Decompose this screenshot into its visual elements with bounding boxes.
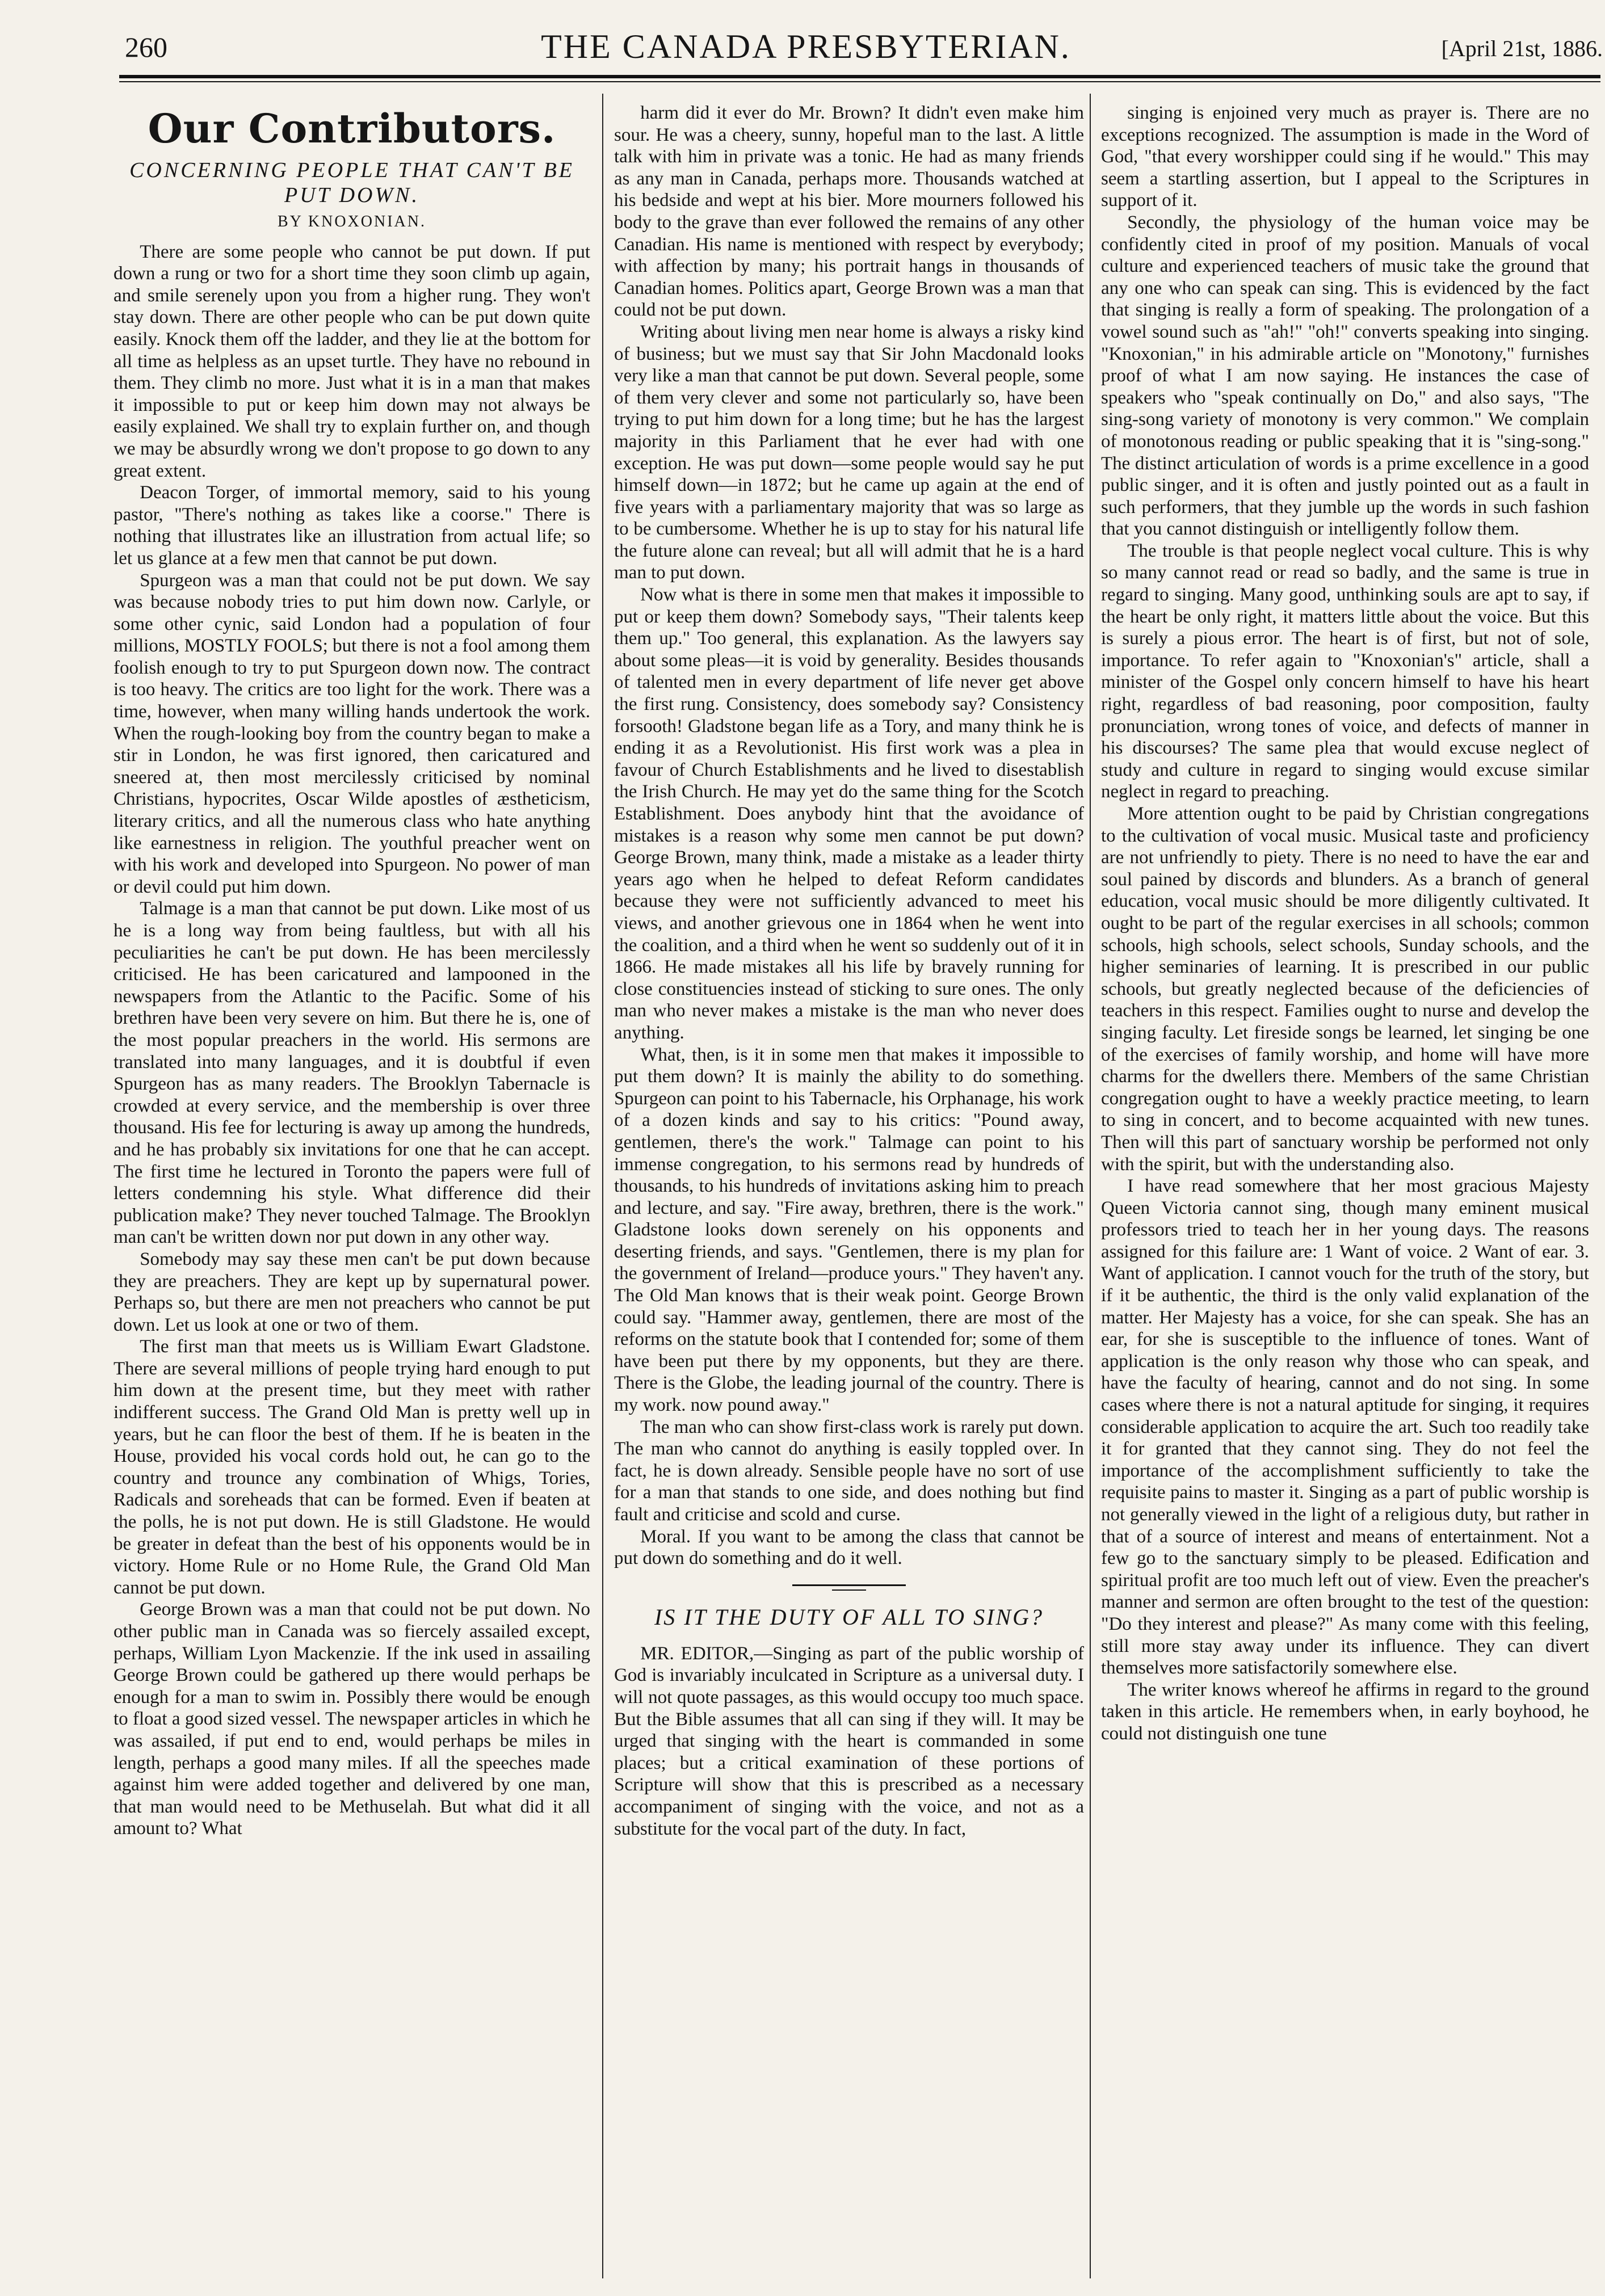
paragraph: There are some people who cannot be put down. If put down a rung or two for a short time they soon climb up again, and smile serenely upon you from a higher rung. They won't stay down. There are other people who can be put down quite easily. Knock them off the ladder, and they lie at the bottom for all time as helpless as an upset turtle. They have no rebound in them. They climb no more. Just what it is in a man that makes it impossible to put or keep him down may not always be easily explained. We shall try to explain further on, and though we may be absurdly wrong we don't propose to go down to any great extent. [114, 241, 590, 481]
masthead-title: THE CANADA PRESBYTERIAN. [541, 28, 1071, 65]
column-divider [602, 94, 603, 2278]
paragraph: Moral. If you want to be among the class that cannot be put down do something and do it well. [614, 1526, 1084, 1569]
paragraph: Talmage is a man that cannot be put down. Like most of us he is a long way from being faultless, but with all his peculiarities he can't be put down. He has been mercilessly criticised. He has been caricatured and lampooned in the newspapers from the Atlantic to the Pacific. Some of his brethren have been very severe on him. But there he is, one of the most popular preachers in the world. His sermons are translated into many languages, and it is doubtful if even Spurgeon has as many readers. The Brooklyn Tabernacle is crowded at every service, and the membership is over three thousand. His fee for lecturing is away up among the hundreds, and he has probably six invitations for one that he can accept. The first time he lectured in Toronto the papers were full of letters condemning his style. What difference did their publication make? They never touched Talmage. The Brooklyn man can't be written down nor put down in any other way. [114, 898, 590, 1248]
article-title: CONCERNING PEOPLE THAT CAN'T BE PUT DOWN. [129, 158, 574, 207]
paragraph: Spurgeon was a man that could not be put down. We say was because nobody tries to put him down now. Carlyle, or some other cynic, said London had a population of four millions, MOSTLY FOOLS; but there is not a fool among them foolish enough to try to put Spurgeon down now. The contract is too heavy. The critics are too light for the work. There was a time, however, when many willing hands undertook the work. When the rough-looking boy from the country began to make a stir in London, he was first ignored, then caricatured and sneered at, then most mercilessly criticised by nominal Christians, hypocrites, Oscar Wilde apostles of æstheticism, literary critics, and all the numerous class who hate anything like earnestness in religion. The youthful preacher went on with his work and developed into Spurgeon. No power of man or devil could put him down. [114, 570, 590, 897]
paragraph: More attention ought to be paid by Christian congregations to the cultivation of vocal music. Musical taste and proficiency are not unfriendly to piety. There is no need to have the ear and soul pained by discords and blunders. As a branch of general education, vocal music should be more diligently cultivated. It ought to be part of the regular exercises in all schools; common schools, high schools, select schools, Sunday schools, and the higher seminaries of learning. It is prescribed in our public schools, but greatly neglected because of the deficiencies of teachers in this respect. Families ought to nurse and develop the singing faculty. Let fireside songs be learned, let singing be one of the exercises of family worship, and home will have more charms for the dwellers there. Members of the same Christian congregation ought to have a weekly practice meeting, to learn to sing in concert, and to become acquainted with new tunes. Then will this part of sanctuary worship be performed not only with the spirit, but with the understanding also. [1101, 804, 1589, 1175]
column-1 [114, 103, 590, 2282]
paragraph: MR. EDITOR,—Singing as part of the public worship of God is invariably inculcated in Scripture as a universal duty. I will not quote passages, as this would occupy too much space. But the Bible assumes that all can sing if they will. It may be urged that singing with the heart is commanded in some places; but a critical examination of these portions of Scripture will show that this is prescribed as a necessary accompaniment of singing with the voice, and not as a substitute for the vocal part of the duty. In fact, [614, 1643, 1084, 1839]
paragraph: What, then, is it in some men that makes it impossible to put them down? It is mainly the ability to do something. Spurgeon can point to his Tabernacle, his Orphanage, his work of a dozen kinds and say to his critics: "Pound away, gentlemen, there's the work." Talmage can point to his immense congregation, to his sermons read by hundreds of thousands, to his hundreds of invitations asking him to preach and lecture, and say. "Fire away, brethren, there is the work." Gladstone looks down serenely on his opponents and deserting friends, and says. "Gentlemen, there is my plan for the government of Ireland—produce yours." They haven't any. The Old Man knows that is their weak point. George Brown could say. "Hammer away, gentlemen, there are most of the reforms on the statute book that I contended for; some of them have been put there by my opponents, but they are there. There is the Globe, the leading journal of the country. There is my work. now pound away." [614, 1044, 1084, 1416]
paragraph: Writing about living men near home is always a risky kind of business; but we must say that Sir John Macdonald looks very like a man that cannot be put down. Several people, some of them very clever and some not particularly so, have been trying to put him down for a long time; but he has the largest majority in this Parliament that he ever had with one exception. He was put down—some people would say he put himself down—in 1872; but he came up again at the end of five years with a parliamentary majority that was so large as to be cumbersome. Whether he is up to stay for his natural life the future alone can reveal; but all will admit that he is a hard man to put down. [614, 321, 1084, 583]
header-rule-thick [119, 75, 1600, 78]
page-number: 260 [125, 31, 167, 63]
paragraph: singing is enjoined very much as prayer is. There are no exceptions recognized. The assumption is made in the Word of God, "that every worshipper could sing if he would." This may seem a startling assertion, but I appeal to the Scriptures in support of it. [1101, 103, 1589, 211]
paragraph: I have read somewhere that her most gracious Majesty Queen Victoria cannot sing, though many eminent musical professors tried to teach her in her young days. The reasons assigned for this failure are: 1 Want of voice. 2 Want of ear. 3. Want of application. I cannot vouch for the truth of the story, but if it be authentic, the third is the only valid explanation of the matter. Her Majesty has a voice, for she can speak. She has an ear, for she is susceptible to the influence of tones. Want of application is the only reason why those who can speak, and have the faculty of hearing, cannot and do not sing. In some cases where there is not a natural aptitude for singing, it requires considerable application to acquire the art. Such too readily take it for granted that they cannot sing. They do not feel the importance of the accomplishment sufficiently to take the requisite pains to master it. Singing as a part of public worship is not generally viewed in the light of a religious duty, but rather in that of a source of interest and means of entertainment. Not a few go to the sanctuary simply to be pleased. Edification and spiritual profit are too much left out of view. Even the preacher's manner and sermon are often brought to the test of the question: "Do they interest and please?" As many come with this feeling, still more stay away under its influence. They can divert themselves more satisfactorily somewhere else. [1101, 1176, 1589, 1679]
column-2 [614, 102, 1084, 2281]
paragraph: George Brown was a man that could not be put down. No other public man in Canada was so fiercely assailed except, perhaps, William Lyon Mackenzie. If the ink used in assailing George Brown could be gathered up there would perhaps be enough for a man to swim in. Possibly there would be enough to float a good sized vessel. The newspaper articles in which he was assailed, if put end to end, would perhaps be miles in length, perhaps a good many miles. If all the speeches made against him were added together and delivered by one man, that man would need to be Methuselah. But what did it all amount to? What [114, 1599, 590, 1839]
issue-date: [April 21st, 1886. [1441, 36, 1603, 61]
article-separator [792, 1584, 906, 1586]
column-3 [1101, 102, 1589, 2281]
page-header [108, 27, 1605, 67]
paragraph: Secondly, the physiology of the human voice may be confidently cited in proof of my position. Manuals of vocal culture and experienced teachers of music take the ground that any one who can speak can sing. This is evidenced by the fact that singing is really a form of speaking. The prolongation of a vowel sound such as "ah!" "oh!" converts speaking into singing. "Knoxonian," in his admirable article on "Monotony," furnishes proof of what I am now saying. He instances the case of speakers who "speak continually on Do," and also says, "The sing-song variety of monotony is very common." We complain of monotonous reading or public speaking that it is "sing-song." The distinct articulation of words is a prime excellence in a good public singer, and it is often and justly pointed out as a fault in such performers, that they jumble up the words in such fashion that you cannot distinguish or intelligently follow them. [1101, 212, 1589, 540]
letter-title: IS IT THE DUTY OF ALL TO SING? [654, 1604, 1044, 1630]
section-heading: Our Contributors. [148, 105, 556, 152]
paragraph: Now what is there in some men that makes it impossible to put or keep them down? Somebody says, "Their talents keep them up." Too general, this explanation. As the lawyers say about some pleas—it is void by generality. Besides thousands of talented men in every department of life never get above the first rung. Consistency, does somebody say? Consistency forsooth! Gladstone began life as a Tory, and many think he is ending it as a Revolutionist. His first work was a plea in favour of Church Establishments and he lived to disestablish the Irish Church. He may yet do the same thing for the Scotch Establishment. Does anybody hint that the avoidance of mistakes is a reason why some men cannot be put down? George Brown, many think, made a mistake as a leader thirty years ago when he helped to defeat Reform candidates because they were not sufficiently advanced to meet his views, and another grievous one in 1864 when he went into the coalition, and a third when he went so suddenly out of it in 1866. He made mistakes all his life by bravely running for close constituencies instead of sticking to sure ones. The only man who never makes a mistake is the man who never does anything. [614, 584, 1084, 1043]
paragraph: The writer knows whereof he affirms in regard to the ground taken in this article. He remembers when, in early boyhood, he could not distinguish one tune [1101, 1679, 1589, 1744]
paragraph: The first man that meets us is William Ewart Gladstone. There are several millions of people trying hard enough to put him down at the present time, but they meet with rather indifferent success. The Grand Old Man is pretty well up in years, but he can floor the best of them. If he is beaten in the House, provided his vocal cords hold out, he can go to the country and trounce any combination of Whigs, Tories, Radicals and soreheads that can be formed. Even if beaten at the polls, he is not put down. He is still Gladstone. He would be greater in defeat than the best of his opponents would be in victory. Home Rule or no Home Rule, the Grand Old Man cannot be put down. [114, 1336, 590, 1598]
paragraph: The man who can show first-class work is rarely put down. The man who cannot do anything is easily toppled over. In fact, he is down already. Sensible people have no sort of use for a man that stands to one side, and does nothing but find fault and criticise and scold and curse. [614, 1416, 1084, 1525]
paragraph: harm did it ever do Mr. Brown? It didn't even make him sour. He was a cheery, sunny, hopeful man to the last. A little talk with him in private was a tonic. He had as many friends as any man in Canada, perhaps more. Thousands watched at his bedside and wept at his bier. More mourners followed his body to the grave than ever followed the remains of any other Canadian. His name is mentioned with respect by everybody; with affection by many; his portrait hangs in thousands of Canadian homes. Politics apart, George Brown was a man that could not be put down. [614, 103, 1084, 321]
paragraph: Somebody may say these men can't be put down because they are preachers. They are kept up by supernatural power. Perhaps so, but there are men not preachers who cannot be put down. Let us look at one or two of them. [114, 1248, 590, 1335]
column-divider [1090, 94, 1091, 2278]
byline: BY KNOXONIAN. [278, 213, 426, 230]
paragraph: The trouble is that people neglect vocal culture. This is why so many cannot read or read so badly, and the same is true in regard to singing. Many good, unthinking souls are apt to say, if the heart be only right, it matters little about the voice. But this is surely a pious error. The heart is of first, but not of sole, importance. To refer again to "Knoxonian's" article, shall a minister of the Gospel only concern himself to have his heart right, regardless of bad reasoning, poor composition, faulty pronunciation, wrong tones of voice, and defects of manner in his discourses? The same plea that would excuse neglect of study and culture in regard to singing would excuse similar neglect in regard to preaching. [1101, 540, 1589, 802]
paragraph: Deacon Torger, of immortal memory, said to his young pastor, "There's nothing as takes like a coorse." There is nothing that illustrates like an illustration from actual life; so let us glance at a few men that cannot be put down. [114, 482, 590, 569]
header-rule-thin [119, 81, 1600, 82]
